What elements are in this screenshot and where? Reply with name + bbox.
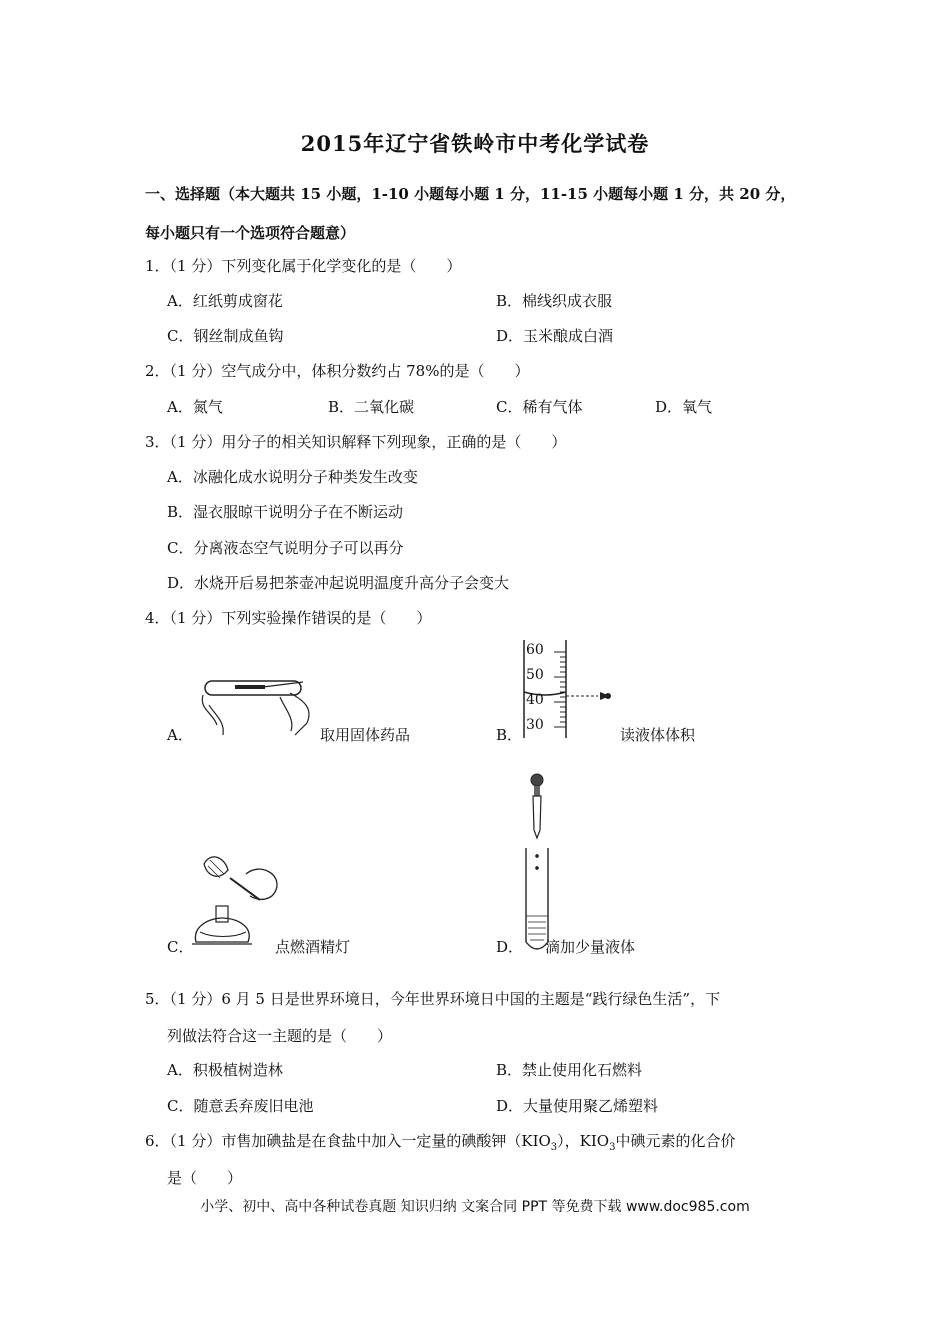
question-1-stem: 1．（1 分）下列变化属于化学变化的是（ ） [145, 257, 462, 275]
question-4-option-c-text: 点燃酒精灯 [275, 938, 351, 956]
question-4-option-b-letter: B． [496, 726, 523, 744]
question-5-option-d: D．大量使用聚乙烯塑料 [496, 1097, 659, 1115]
question-4-option-c-letter: C． [167, 938, 194, 956]
page-title: 2015年辽宁省铁岭市中考化学试卷 [300, 131, 650, 156]
question-6-stem-line1: 6．（1 分）市售加碘盐是在食盐中加入一定量的碘酸钾$(KIO_3)$，$KIO_3$中碘元素的化合价 [145, 1132, 736, 1153]
question-4-option-b-text: 读液体体积 [620, 726, 696, 744]
scale-label-30: 30 [526, 717, 544, 733]
page-footer: 小学、初中、高中各种试卷真题 知识归纳 文案合同 PPT 等免费下载 www.doc985.com [200, 1199, 750, 1215]
question-2-option-b: B．二氧化碳 [328, 398, 415, 416]
dropper-test-tube-illustration [522, 772, 552, 957]
question-5-option-a: A．积极植树造林 [167, 1061, 283, 1079]
section-heading-line1: 一、选择题（本大题共 15 小题，1-10 小题每小题 1 分，11-15 小题每小题 1 分，共 20 分， [145, 185, 796, 203]
question-1-option-c: C．钢丝制成鱼钩 [167, 327, 284, 345]
question-4-option-d-letter: D． [496, 938, 524, 956]
question-3-option-c: C．分离液态空气说明分子可以再分 [167, 539, 404, 557]
question-2-stem: 2．（1 分）空气成分中，体积分数约占 78%的是（ ） [145, 362, 530, 380]
scale-label-50: 50 [526, 667, 544, 683]
question-5-stem-line2: 列做法符合这一主题的是（ ） [167, 1027, 393, 1045]
question-4-option-a-letter: A． [167, 726, 193, 744]
question-2-option-c: C．稀有气体 [496, 398, 583, 416]
question-3-option-a: A．冰融化成水说明分子种类发生改变 [167, 468, 418, 486]
question-1-option-b: B．棉线织成衣服 [496, 292, 613, 310]
question-5-option-c: C．随意丢弃废旧电池 [167, 1097, 314, 1115]
question-4-option-d-text: 滴加少量液体 [545, 938, 636, 956]
question-3-stem: 3．（1 分）用分子的相关知识解释下列现象，正确的是（ ） [145, 433, 567, 451]
question-4-option-a-text: 取用固体药品 [320, 726, 411, 744]
scale-label-40: 40 [526, 692, 544, 708]
question-5-stem-line1: 5．（1 分）6 月 5 日是世界环境日，今年世界环境日中国的主题是“践行绿色生活”，下 [145, 990, 721, 1008]
question-1-option-a: A．红纸剪成窗花 [167, 292, 283, 310]
section-heading-line2: 每小题只有一个选项符合题意） [145, 224, 356, 242]
test-tube-solid-illustration [195, 665, 320, 740]
question-1-option-d: D．玉米酿成白酒 [496, 327, 614, 345]
question-2-option-d: D．氧气 [655, 398, 713, 416]
question-3-option-d: D．水烧开后易把茶壶冲起说明温度升高分子会变大 [167, 574, 510, 592]
question-6-stem-line2: 是（ ） [167, 1169, 243, 1187]
scale-label-60: 60 [526, 642, 544, 658]
question-5-option-b: B．禁止使用化石燃料 [496, 1061, 643, 1079]
question-3-option-b: B．湿衣服晾干说明分子在不断运动 [167, 503, 404, 521]
question-4-stem: 4．（1 分）下列实验操作错误的是（ ） [145, 609, 432, 627]
alcohol-lamp-illustration [190, 850, 280, 950]
question-2-option-a: A．氮气 [167, 398, 223, 416]
